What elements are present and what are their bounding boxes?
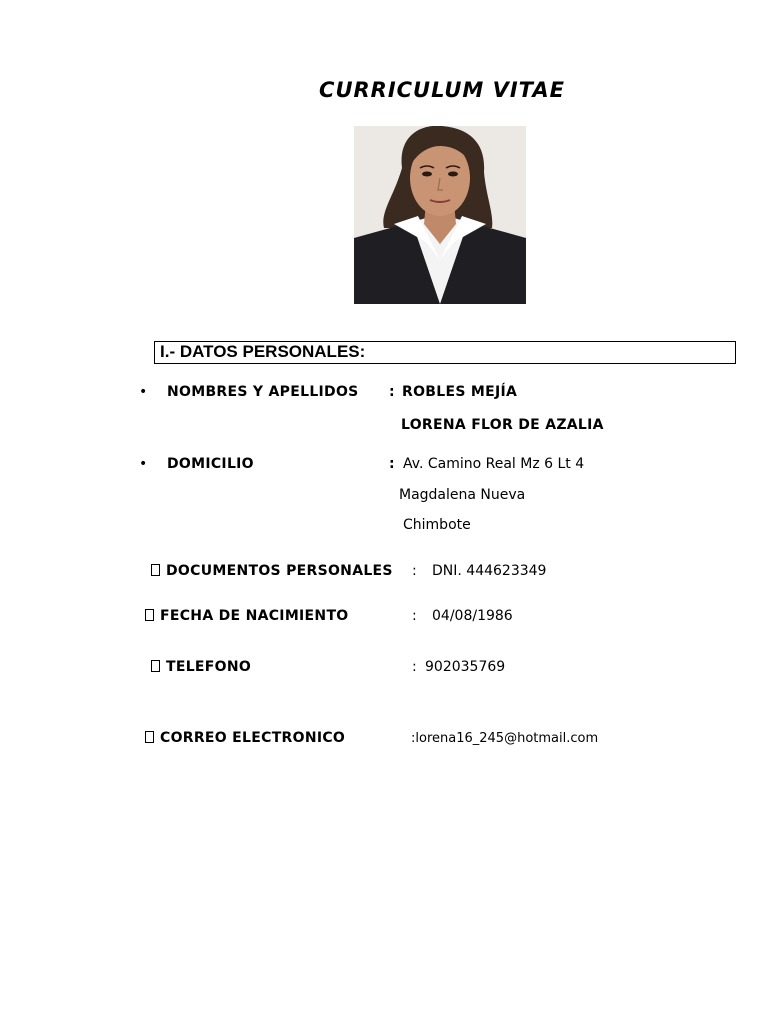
- field-label-documentos: DOCUMENTOS PERSONALES: [151, 563, 393, 579]
- field-label-telefono: TELEFONO: [151, 659, 251, 675]
- field-value-domicilio-line2: Magdalena Nueva: [399, 487, 526, 503]
- profile-photo: [354, 126, 526, 304]
- field-value-nombres: LORENA FLOR DE AZALIA: [401, 417, 604, 433]
- checkbox-glyph-icon: [145, 609, 154, 621]
- field-value-fecha: 04/08/1986: [432, 608, 513, 624]
- field-separator: :: [412, 608, 417, 624]
- field-label-correo: CORREO ELECTRONICO: [145, 730, 345, 746]
- field-value-telefono: 902035769: [425, 659, 506, 675]
- field-value-domicilio-line1: Av. Camino Real Mz 6 Lt 4: [403, 456, 585, 472]
- bullet-icon: •: [139, 456, 148, 472]
- field-value-correo[interactable]: :lorena16_245@hotmail.com: [411, 731, 599, 746]
- portrait-image: [354, 126, 526, 304]
- document-title: CURRICULUM VITAE: [319, 78, 565, 102]
- checkbox-glyph-icon: [151, 564, 160, 576]
- field-separator: :: [389, 384, 395, 400]
- field-separator: :: [412, 563, 417, 579]
- field-value-dni: DNI. 444623349: [432, 563, 547, 579]
- bullet-icon: •: [139, 384, 148, 400]
- field-separator: :: [389, 456, 395, 472]
- field-label-nombres: NOMBRES Y APELLIDOS: [167, 384, 359, 400]
- field-label-fecha-nacimiento: FECHA DE NACIMIENTO: [145, 608, 349, 624]
- checkbox-glyph-icon: [145, 731, 154, 743]
- checkbox-glyph-icon: [151, 660, 160, 672]
- field-value-apellidos: ROBLES MEJÍA: [402, 384, 518, 400]
- field-label-domicilio: DOMICILIO: [167, 456, 254, 472]
- section-title: I.- DATOS PERSONALES:: [160, 342, 366, 361]
- field-value-domicilio-line3: Chimbote: [403, 517, 471, 533]
- field-separator: :: [412, 659, 417, 675]
